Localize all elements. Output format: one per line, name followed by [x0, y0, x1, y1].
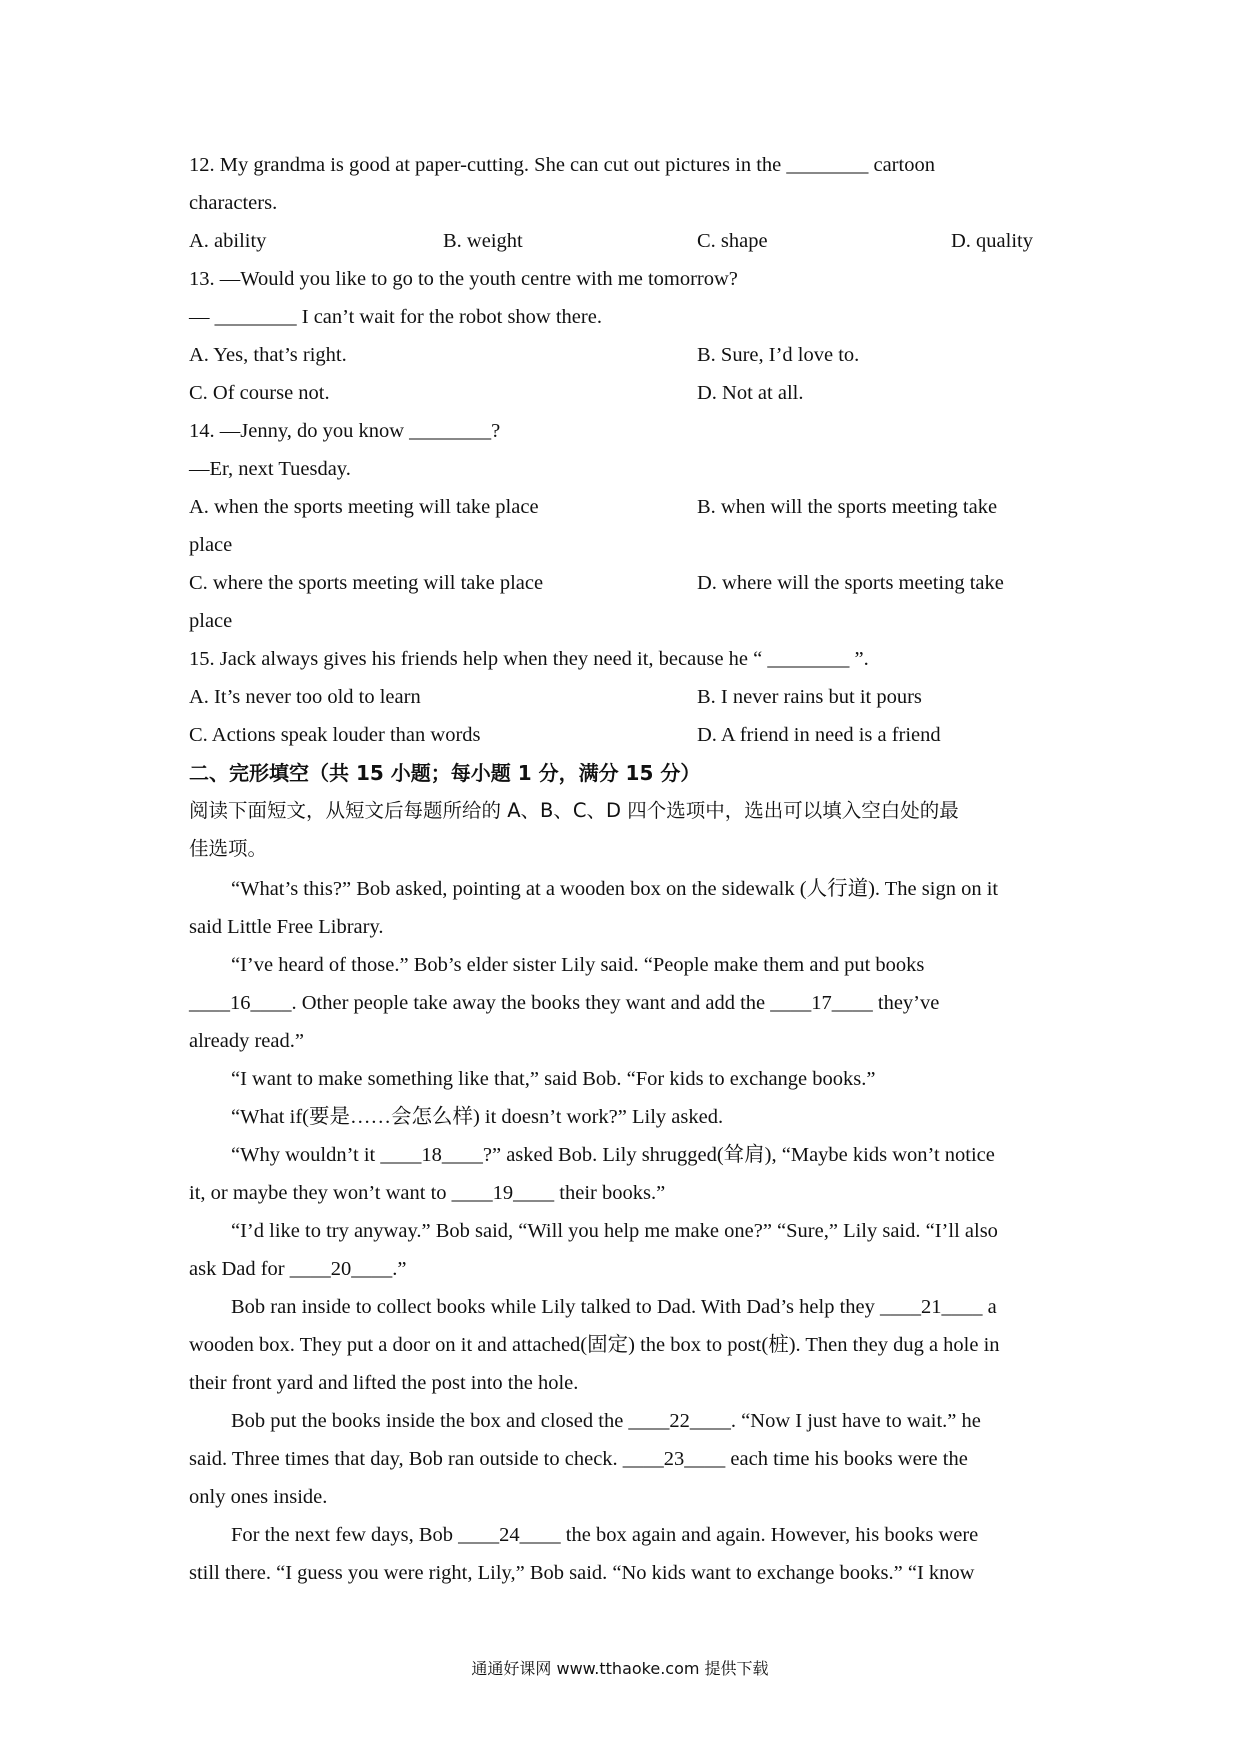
question-15	[189, 640, 1064, 754]
section-instructions-continued: 佳选项。	[189, 837, 268, 860]
question-reply: — ________ I can’t wait for the robot show there.	[189, 306, 602, 328]
options-row	[189, 488, 1064, 526]
section-instructions: 阅读下面短文，从短文后每题所给的 A、B、C、D 四个选项中，选出可以填入空白处的最	[189, 799, 959, 822]
options-row	[189, 564, 1064, 602]
option-c: C. Of course not.	[189, 382, 330, 404]
paragraph	[189, 1288, 1064, 1402]
options-row	[189, 336, 1064, 374]
paragraph	[189, 1136, 1064, 1212]
passage-line: Bob put the books inside the box and closed the ____22____. “Now I just have to wait.” he	[231, 1410, 981, 1432]
option-d-wrap: place	[189, 610, 233, 632]
paragraph	[189, 1060, 1064, 1098]
option-d: D. quality	[951, 230, 1033, 252]
option-d: D. A friend in need is a friend	[697, 724, 941, 746]
options-row	[189, 222, 1064, 260]
paragraph	[189, 1516, 1064, 1592]
passage-line: “Why wouldn’t it ____18____?” asked Bob. Lily shrugged(耸肩), “Maybe kids won’t notice	[231, 1144, 995, 1166]
passage-line: “What if(要是……会怎么样) it doesn’t work?” Lily asked.	[231, 1106, 724, 1128]
page-footer: 通通好课网 www.tthaoke.com 提供下载	[471, 1659, 769, 1678]
question-13	[189, 260, 1064, 412]
option-c: C. where the sports meeting will take place	[189, 572, 544, 594]
options-row	[189, 716, 1064, 754]
paragraph	[189, 1212, 1064, 1288]
option-c: C. shape	[697, 230, 768, 252]
option-a: A. It’s never too old to learn	[189, 686, 421, 708]
exam-page	[189, 146, 1064, 1592]
option-b: B. Sure, I’d love to.	[697, 344, 860, 366]
passage-line: “I’ve heard of those.” Bob’s elder sister Lily said. “People make them and put books	[231, 954, 925, 976]
question-stem: 15. Jack always gives his friends help when they need it, because he “ ________ ”.	[189, 648, 869, 670]
question-stem-continued: characters.	[189, 192, 278, 214]
passage-line: “I want to make something like that,” said Bob. “For kids to exchange books.”	[231, 1068, 876, 1090]
passage-line: said Little Free Library.	[189, 916, 384, 938]
option-a: A. when the sports meeting will take place	[189, 496, 539, 518]
passage-line: still there. “I guess you were right, Lily,” Bob said. “No kids want to exchange books.” “I know	[189, 1562, 975, 1584]
question-stem: 14. —Jenny, do you know ________?	[189, 420, 501, 442]
option-a: A. ability	[189, 230, 267, 252]
option-a: A. Yes, that’s right.	[189, 344, 347, 366]
option-d: D. where will the sports meeting take	[697, 572, 1004, 594]
option-b: B. I never rains but it pours	[697, 686, 922, 708]
option-d: D. Not at all.	[697, 382, 804, 404]
option-b-wrap: place	[189, 534, 233, 556]
option-b: B. weight	[443, 230, 523, 252]
passage-line: “What’s this?” Bob asked, pointing at a wooden box on the sidewalk (人行道). The sign on it	[231, 878, 999, 900]
options-row	[189, 374, 1064, 412]
passage-line: Bob ran inside to collect books while Lily talked to Dad. With Dad’s help they ____21____ a	[231, 1296, 997, 1318]
section-heading: 二、完形填空（共 15 小题；每小题 1 分，满分 15 分）	[189, 761, 701, 785]
question-stem: 13. —Would you like to go to the youth centre with me tomorrow?	[189, 268, 738, 290]
passage-line: “I’d like to try anyway.” Bob said, “Will you help me make one?” “Sure,” Lily said. “I’ll also	[231, 1220, 998, 1242]
question-reply: —Er, next Tuesday.	[189, 458, 351, 480]
paragraph	[189, 870, 1064, 946]
passage-line: their front yard and lifted the post into the hole.	[189, 1372, 579, 1394]
passage-line: said. Three times that day, Bob ran outside to check. ____23____ each time his books were the	[189, 1448, 968, 1470]
passage-line: it, or maybe they won’t want to ____19____ their books.”	[189, 1182, 666, 1204]
passage-line: ask Dad for ____20____.”	[189, 1258, 407, 1280]
passage-line: ____16____. Other people take away the books they want and add the ____17____ they’ve	[189, 992, 940, 1014]
question-stem: 12. My grandma is good at paper-cutting. She can cut out pictures in the ________ cartoon	[189, 154, 935, 176]
cloze-passage	[189, 870, 1064, 1592]
passage-line: wooden box. They put a door on it and attached(固定) the box to post(桩). Then they dug a hole in	[189, 1334, 1000, 1356]
passage-line: only ones inside.	[189, 1486, 328, 1508]
option-c: C. Actions speak louder than words	[189, 724, 481, 746]
paragraph	[189, 1098, 1064, 1136]
passage-line: For the next few days, Bob ____24____ the box again and again. However, his books were	[231, 1524, 979, 1546]
question-12	[189, 146, 1064, 260]
question-14	[189, 412, 1064, 640]
options-row	[189, 678, 1064, 716]
paragraph	[189, 946, 1064, 1060]
paragraph	[189, 1402, 1064, 1516]
passage-line: already read.”	[189, 1030, 304, 1052]
option-b: B. when will the sports meeting take	[697, 496, 998, 518]
